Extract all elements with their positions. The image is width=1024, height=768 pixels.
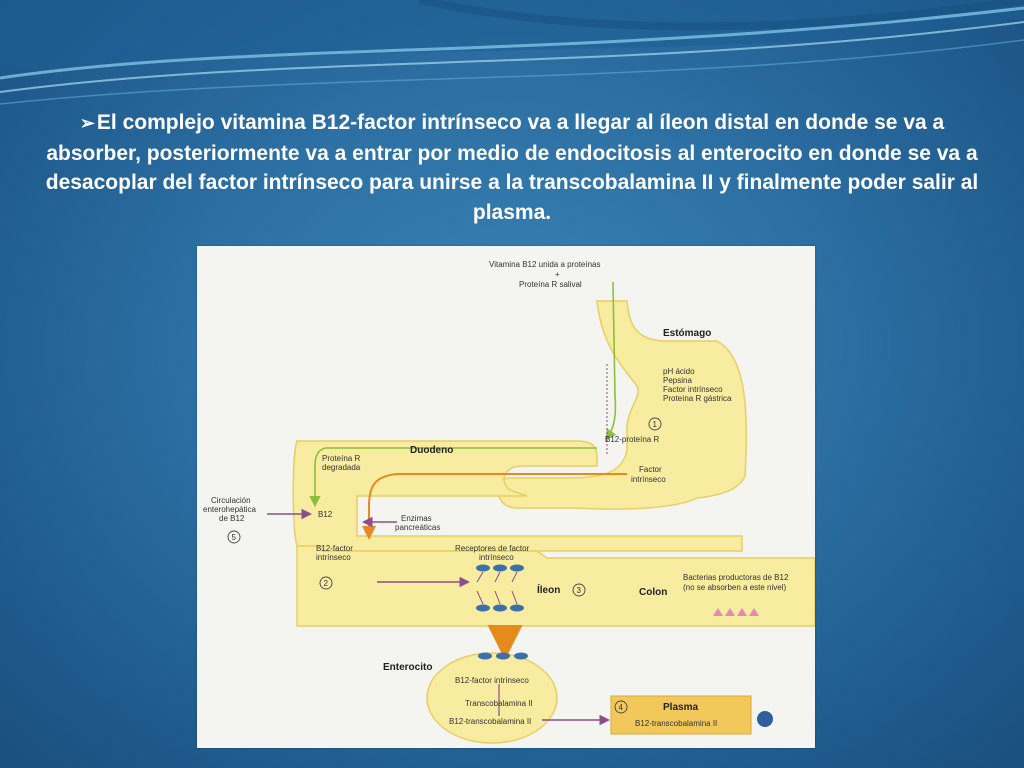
plasma-particle-icon	[757, 711, 773, 727]
label-receptores-2: intrínseco	[479, 553, 514, 562]
label-ent-transcobalamina: Transcobalamina II	[465, 699, 533, 708]
step-5: 5	[231, 533, 236, 542]
label-ileon: Íleon	[537, 585, 561, 596]
decorative-wave-header	[0, 0, 1024, 120]
slide-body-text	[40, 108, 984, 227]
label-receptores-1: Receptores de factor	[455, 544, 530, 553]
label-circulacion-3: de B12	[219, 514, 245, 523]
label-b12: B12	[318, 510, 333, 519]
bullet-arrow-icon: ➢	[79, 113, 95, 133]
label-b12-factor-2: intrínseco	[316, 553, 351, 562]
label-duodeno: Duodeno	[410, 445, 454, 456]
label-b12-proteina-r: B12-proteína R	[605, 435, 660, 444]
label-enterocito: Enterocito	[383, 662, 433, 673]
step-1: 1	[652, 420, 657, 429]
label-circulacion-1: Circulación	[211, 496, 251, 505]
label-factor-2: intrínseco	[631, 475, 666, 484]
label-circulacion-2: enterohepática	[203, 505, 256, 514]
label-proteina-r: Proteína R salival	[519, 280, 582, 289]
label-factor-1: Factor	[639, 465, 662, 474]
label-b12-factor-1: B12-factor	[316, 544, 353, 553]
diagram-canvas	[197, 246, 815, 748]
label-factor-intrinseco: Factor intrínseco	[663, 385, 723, 394]
slide-paragraph: El complejo vitamina B12-factor intrínseco va a llegar al íleon distal en donde se va a absorber, posteriormente va a entrar por medio de endocitosis al enterocito en donde se va a desacoplar del factor intrínseco para unirse a la transcobalamina II y finalmente poder salir al plasma.	[45, 111, 979, 224]
label-colon: Colon	[639, 587, 668, 598]
label-ph: pH ácido	[663, 367, 695, 376]
label-vitamina: Vitamina B12 unida a proteínas	[489, 260, 601, 269]
step-3: 3	[576, 586, 581, 595]
b12-absorption-diagram	[197, 246, 815, 748]
step-2: 2	[323, 579, 328, 588]
label-ent-b12-transcobalamina: B12-transcobalamina II	[449, 717, 532, 726]
step-4: 4	[618, 703, 623, 712]
label-proteina-r-degradada-1: Proteína R	[322, 454, 361, 463]
label-enzimas-1: Enzimas	[401, 514, 432, 523]
label-proteina-r-gastrica: Proteína R gástrica	[663, 394, 732, 403]
label-bacterias-2: (no se absorben a este nivel)	[683, 583, 787, 592]
label-enzimas-2: pancreáticas	[395, 523, 441, 532]
label-plus: +	[555, 270, 560, 279]
label-ent-b12-factor: B12-factor intrínseco	[455, 676, 529, 685]
enterocyte-shape	[427, 653, 557, 743]
label-bacterias-1: Bacterias productoras de B12	[683, 573, 789, 582]
label-plasma-b12-transcobalamina: B12-transcobalamina II	[635, 719, 718, 728]
label-estomago: Estómago	[663, 328, 712, 339]
label-plasma: Plasma	[663, 702, 699, 713]
label-proteina-r-degradada-2: degradada	[322, 463, 361, 472]
enterocyte-receptors	[478, 653, 528, 660]
label-pepsina: Pepsina	[663, 376, 692, 385]
